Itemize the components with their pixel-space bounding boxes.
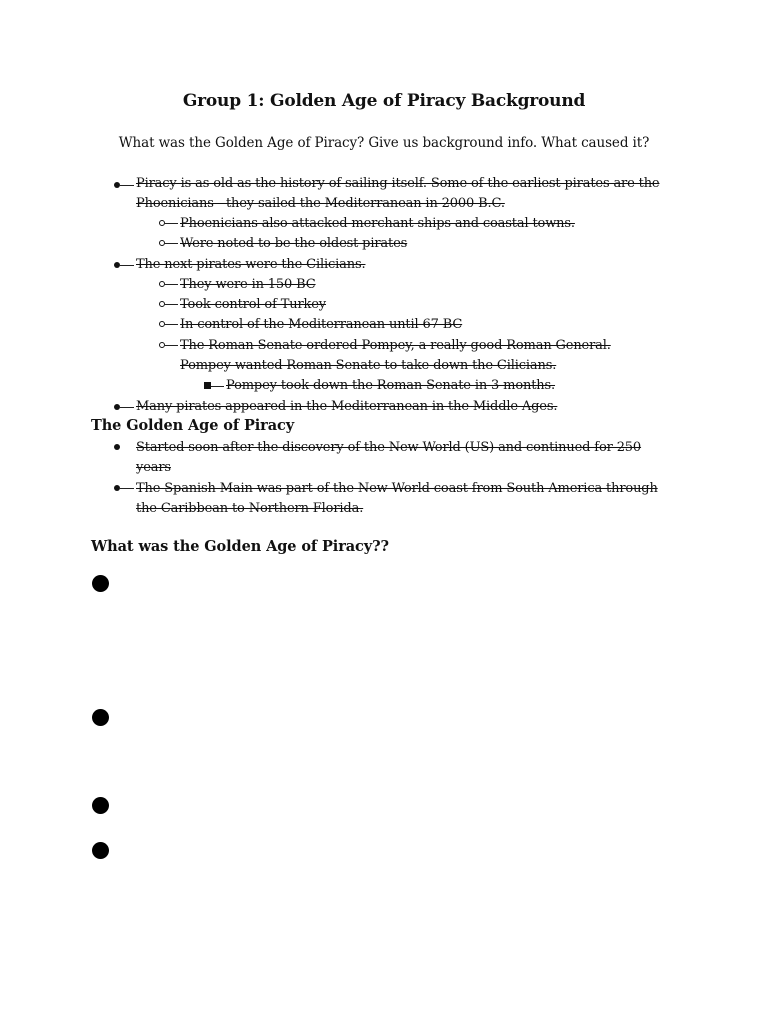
- strike-dash: [165, 304, 178, 305]
- strike-dash: [211, 386, 224, 387]
- strike-dash: [165, 284, 178, 285]
- empty-bullet-icon: [92, 575, 109, 592]
- list-item-line: years: [136, 460, 171, 475]
- strike-dash: [120, 488, 134, 489]
- list-item-line: Many pirates appeared in the Mediterranean in the Middle Ages.: [136, 399, 558, 414]
- list-item-line: the Caribbean to Northern Florida.: [136, 501, 364, 516]
- sub-sub-item: Pompey took down the Roman Senate in 3 months.: [226, 378, 556, 393]
- list-item-line: Piracy is as old as the history of sailing itself. Some of the earliest pirates are the: [136, 176, 660, 191]
- strike-dash: [120, 185, 134, 186]
- bullet-dot-icon: [114, 444, 120, 450]
- empty-bullet-icon: [92, 797, 109, 814]
- strike-dash: [165, 223, 178, 224]
- section-heading: The Golden Age of Piracy: [91, 417, 295, 434]
- question-heading: What was the Golden Age of Piracy??: [91, 538, 389, 555]
- list-item-line: The next pirates were the Cilicians.: [136, 257, 366, 272]
- bullet-square-icon: [204, 382, 211, 389]
- sub-item: They were in 150 BC: [180, 277, 316, 292]
- list-item-line: Started soon after the discovery of the New World (US) and continued for 250: [136, 440, 642, 455]
- sub-item: Were noted to be the oldest pirates: [180, 236, 408, 251]
- sub-item: Phoenicians also attacked merchant ships and coastal towns.: [180, 216, 575, 231]
- strike-dash: [120, 265, 134, 266]
- list-item-line: Phoenicians - they sailed the Mediterranean in 2000 B.C.: [136, 196, 505, 211]
- page-title: Group 1: Golden Age of Piracy Background: [182, 91, 586, 111]
- empty-bullet-icon: [92, 709, 109, 726]
- prompt-text: What was the Golden Age of Piracy? Give us background info. What caused it?: [118, 135, 650, 151]
- strike-dash: [165, 345, 178, 346]
- sub-item: In control of the Mediterranean until 67 BC: [180, 317, 463, 332]
- list-item-line: The Spanish Main was part of the New World coast from South America through: [136, 481, 658, 496]
- empty-bullet-icon: [92, 842, 109, 859]
- sub-item: Took control of Turkey: [180, 297, 327, 312]
- strike-dash: [165, 243, 178, 244]
- sub-item: The Roman Senate ordered Pompey, a really good Roman General.: [180, 338, 611, 353]
- sub-item: Pompey wanted Roman Senate to take down the Cilicians.: [180, 358, 557, 373]
- strike-dash: [120, 407, 134, 408]
- strike-dash: [165, 324, 178, 325]
